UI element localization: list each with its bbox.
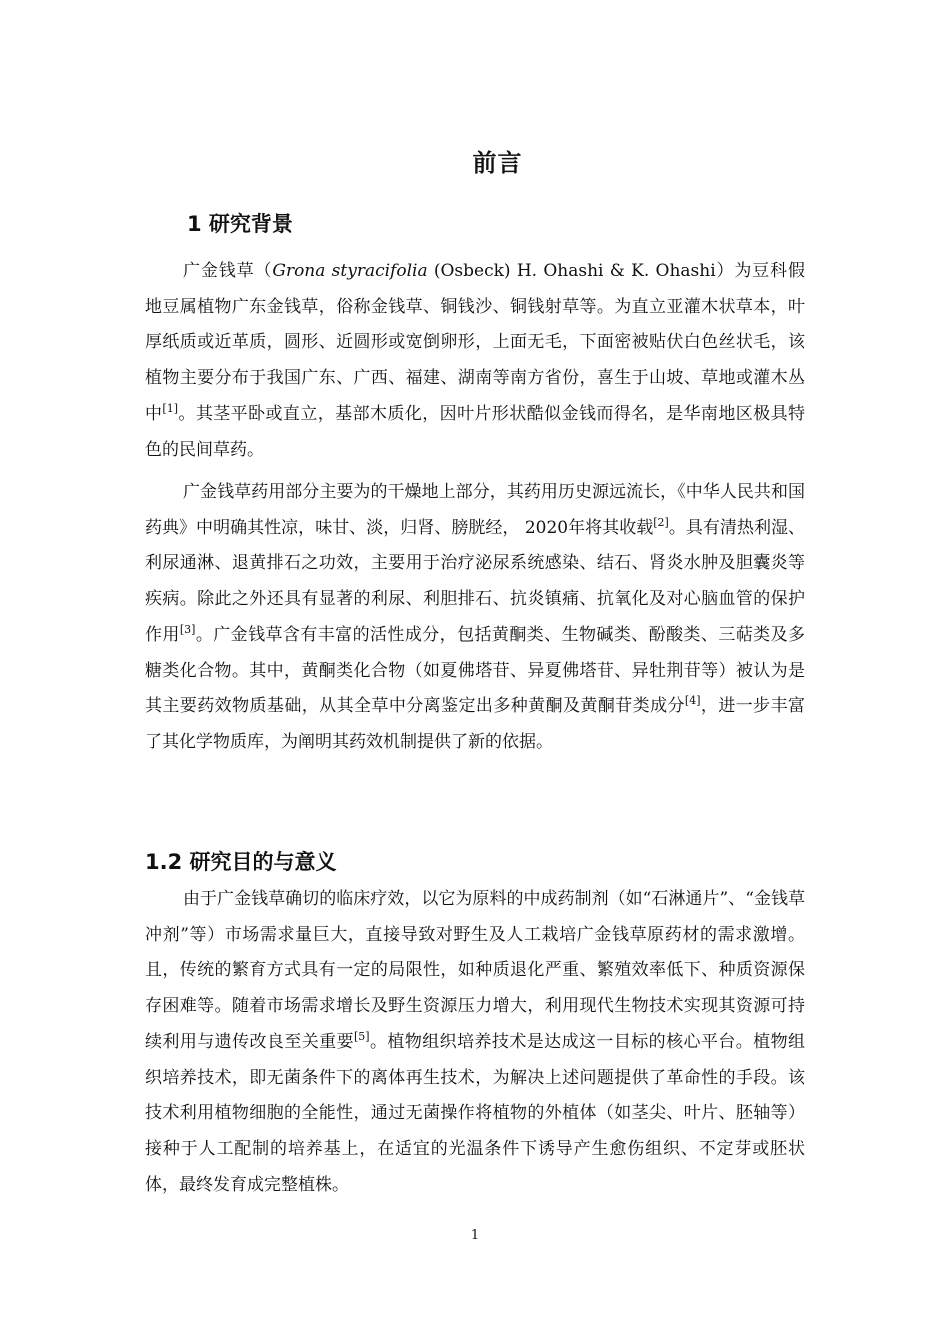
citation-4: [4] [684,694,701,708]
paragraph-text: 。广金钱草含有丰富的活性成分，包括黄酮类、生物碱类、酚酸类、三萜类及多糖类化合物。其中，黄酮类化合物（如夏佛塔苷、异夏佛塔苷、异牡荆苷等）被认为是其主要药效物质基础，从其全草中分离鉴定出多种黄酮及黄酮苷类成分 [145,624,806,717]
paragraph-text: 广金钱草（ [183,261,273,281]
paragraph-text: ，进一步丰富了其化学物质库，为阐明其药效机制提供了新的依据。 [145,696,806,752]
paragraph-text: (Osbeck) H. Ohashi & K. Ohashi）为豆科假地豆属植物广东金钱草，俗称金钱草、铜钱沙、铜钱射草等。为直立亚灌木状草本，叶厚纸质或近革质，圆形、近圆形或宽倒卵形，上面无毛，下面密被贴伏白色丝状毛，该植物主要分布于我国广东、广西、福建、湖南等南方省份，喜生于山坡、草地或灌木丛中 [145,261,805,424]
citation-5: [5] [354,1029,370,1043]
paragraph-text: 广金钱草药用部分主要为的干燥地上部分，其药用历史源远流长，《中华人民共和国药典》中明确其性凉，味甘、淡，归肾、膀胱经， 2020年将其收载 [145,482,805,538]
section-heading-background: 1 研究背景 [187,212,293,236]
paragraph-text: 。植物组织培养技术是达成这一目标的核心平台。植物组织培养技术，即无菌条件下的离体再生技术，为解决上述问题提供了革命性的手段。该技术利用植物细胞的全能性，通过无菌操作将植物的外植体（如茎尖、叶片、胚轴等）接种于人工配制的培养基上，在适宜的光温条件下诱导产生愈伤组织、不定芽或胚状体，最终发育成完整植株。 [145,1031,806,1195]
paragraph-text: 。其茎平卧或直立，基部木质化，因叶片形状酷似金钱而得名，是华南地区极具特色的民间草药。 [145,403,806,460]
species-name: Grona styracifolia [272,261,428,281]
citation-2: [2] [653,515,669,529]
page-number: 1 [470,1228,480,1243]
citation-3: [3] [179,622,196,636]
paragraph-text: 。具有清热利湿、利尿通淋、退黄排石之功效，主要用于治疗泌尿系统感染、结石、肾炎水肿及胆囊炎等疾病。除此之外还具有显著的利尿、利胆排石、抗炎镇痛、抗氧化及对心脑血管的保护作用 [145,517,806,645]
paragraph-text: 由于广金钱草确切的临床疗效，以它为原料的中成药制剂（如“石淋通片”、“金钱草冲剂”等）市场需求量巨大，直接导致对野生及人工栽培广金钱草原药材的需求激增。且，传统的繁育方式具有一定的局限性，如种质退化严重、繁殖效率低下、种质资源保存困难等。随着市场需求增长及野生资源压力增大，利用现代生物技术实现其资源可持续利用与遗传改良至关重要 [145,889,805,1052]
citation-1: [1] [162,401,179,415]
paragraph-purpose [145,882,805,1203]
section-heading-purpose: 1.2 研究目的与意义 [145,850,337,874]
page-title: 前言 [472,149,523,177]
paragraph-background-2 [145,475,805,761]
paragraph-background-1 [145,254,805,468]
